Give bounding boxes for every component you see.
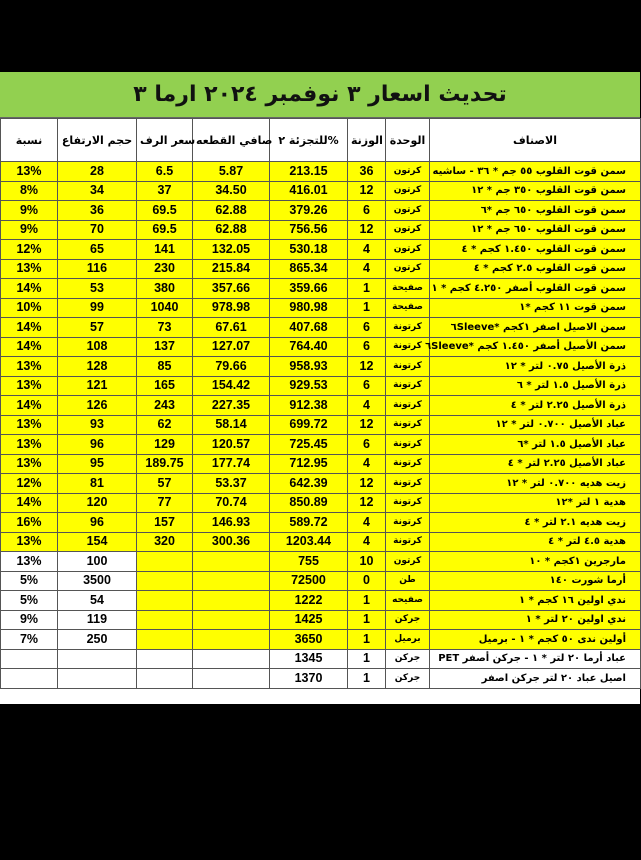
- price-table: [0, 118, 641, 689]
- cell-shelf: [137, 571, 193, 591]
- cell-ratio: 7%: [1, 630, 58, 650]
- cell-net: 34.50: [193, 181, 270, 201]
- cell-net: 62.88: [193, 220, 270, 240]
- cell-shelf: 157: [137, 513, 193, 533]
- cell-shelf: 85: [137, 357, 193, 377]
- cell-weight: 4: [348, 240, 386, 260]
- table-row: [1, 181, 641, 201]
- table-row: [1, 162, 641, 182]
- cell-volume: [58, 669, 137, 689]
- table-row: [1, 220, 641, 240]
- cell-weight: 1: [348, 630, 386, 650]
- cell-weight: 1: [348, 279, 386, 299]
- cell-weight: 1: [348, 591, 386, 611]
- cell-ratio: 5%: [1, 571, 58, 591]
- cell-unit: كرتون: [386, 162, 430, 182]
- cell-net: 53.37: [193, 474, 270, 494]
- cell-weight: 6: [348, 318, 386, 338]
- cell-net: 146.93: [193, 513, 270, 533]
- cell-item: سمن الأصيل أصفر ١.٤٥٠ كجم *٦Sleeve: [430, 337, 641, 357]
- cell-item: ذرة الأصيل ٠.٧٥ لتر * ١٢: [430, 357, 641, 377]
- cell-unit: كرتون: [386, 240, 430, 260]
- cell-retail: 1425: [270, 610, 348, 630]
- cell-retail: 980.98: [270, 298, 348, 318]
- cell-shelf: 129: [137, 435, 193, 455]
- cell-ratio: 13%: [1, 415, 58, 435]
- cell-weight: 1: [348, 610, 386, 630]
- cell-unit: كرتون: [386, 259, 430, 279]
- table-row: [1, 318, 641, 338]
- table-row: [1, 474, 641, 494]
- cell-weight: 10: [348, 552, 386, 572]
- cell-retail: 712.95: [270, 454, 348, 474]
- header-weight: الوزنة: [348, 119, 386, 162]
- cell-retail: 530.18: [270, 240, 348, 260]
- cell-shelf: 69.5: [137, 220, 193, 240]
- cell-ratio: 16%: [1, 513, 58, 533]
- cell-weight: 6: [348, 435, 386, 455]
- cell-net: [193, 649, 270, 669]
- cell-weight: 1: [348, 298, 386, 318]
- table-row: [1, 298, 641, 318]
- cell-retail: 1203.44: [270, 532, 348, 552]
- cell-volume: 96: [58, 435, 137, 455]
- cell-item: سمن قوت القلوب أصفر ٤.٢٥٠ كجم * ١: [430, 279, 641, 299]
- cell-net: 127.07: [193, 337, 270, 357]
- cell-item: ندي اولين ٢٠ لتر * ١: [430, 610, 641, 630]
- cell-volume: 119: [58, 610, 137, 630]
- cell-net: 79.66: [193, 357, 270, 377]
- cell-shelf: 165: [137, 376, 193, 396]
- cell-shelf: 6.5: [137, 162, 193, 182]
- cell-item: عباد الأصيل ٢.٢٥ لتر * ٤: [430, 454, 641, 474]
- table-row: [1, 435, 641, 455]
- cell-net: 120.57: [193, 435, 270, 455]
- table-row: [1, 376, 641, 396]
- cell-retail: 589.72: [270, 513, 348, 533]
- cell-volume: 126: [58, 396, 137, 416]
- cell-volume: 54: [58, 591, 137, 611]
- cell-unit: كرتون: [386, 552, 430, 572]
- cell-net: 227.35: [193, 396, 270, 416]
- cell-shelf: 320: [137, 532, 193, 552]
- cell-ratio: 12%: [1, 474, 58, 494]
- cell-retail: 958.93: [270, 357, 348, 377]
- cell-ratio: 13%: [1, 435, 58, 455]
- cell-ratio: 14%: [1, 279, 58, 299]
- cell-shelf: [137, 669, 193, 689]
- cell-item: اصيل عباد ٢٠ لتر جركن اصفر: [430, 669, 641, 689]
- cell-net: 300.36: [193, 532, 270, 552]
- cell-net: [193, 591, 270, 611]
- cell-net: [193, 552, 270, 572]
- cell-retail: 1222: [270, 591, 348, 611]
- cell-volume: 36: [58, 201, 137, 221]
- cell-unit: جركن: [386, 649, 430, 669]
- cell-item: عباد الأصيل ١.٥ لتر *٦: [430, 435, 641, 455]
- cell-item: أرما شورت ١٤٠: [430, 571, 641, 591]
- cell-retail: 912.38: [270, 396, 348, 416]
- cell-weight: 1: [348, 669, 386, 689]
- cell-item: زيت هديه ٢.١ لتر * ٤: [430, 513, 641, 533]
- cell-volume: 65: [58, 240, 137, 260]
- cell-ratio: 13%: [1, 454, 58, 474]
- cell-weight: 12: [348, 181, 386, 201]
- cell-net: 67.61: [193, 318, 270, 338]
- cell-shelf: 69.5: [137, 201, 193, 221]
- cell-net: 62.88: [193, 201, 270, 221]
- cell-ratio: [1, 649, 58, 669]
- cell-ratio: [1, 669, 58, 689]
- cell-shelf: [137, 649, 193, 669]
- cell-retail: 3650: [270, 630, 348, 650]
- cell-ratio: 13%: [1, 162, 58, 182]
- table-row: [1, 513, 641, 533]
- cell-retail: 213.15: [270, 162, 348, 182]
- cell-unit: صفيحه: [386, 591, 430, 611]
- cell-unit: كرتونة: [386, 474, 430, 494]
- cell-retail: 725.45: [270, 435, 348, 455]
- cell-unit: جركن: [386, 610, 430, 630]
- cell-item: أولين ندى ٥٠ كجم * ١ - برميل: [430, 630, 641, 650]
- cell-shelf: 57: [137, 474, 193, 494]
- table-row: [1, 357, 641, 377]
- cell-ratio: 14%: [1, 337, 58, 357]
- cell-ratio: 13%: [1, 259, 58, 279]
- table-body: [1, 162, 641, 689]
- cell-volume: 34: [58, 181, 137, 201]
- header-unit: الوحدة: [386, 119, 430, 162]
- cell-volume: 128: [58, 357, 137, 377]
- cell-unit: طن: [386, 571, 430, 591]
- cell-volume: 250: [58, 630, 137, 650]
- cell-item: سمن قوت القلوب ١.٤٥٠ كجم * ٤: [430, 240, 641, 260]
- cell-shelf: 230: [137, 259, 193, 279]
- cell-shelf: 77: [137, 493, 193, 513]
- cell-volume: 99: [58, 298, 137, 318]
- table-row: [1, 493, 641, 513]
- cell-item: هدية ١ لتر *١٢: [430, 493, 641, 513]
- cell-volume: 121: [58, 376, 137, 396]
- cell-ratio: 9%: [1, 610, 58, 630]
- cell-unit: كرتونة: [386, 415, 430, 435]
- cell-item: ندي اولين ١٦ كجم * ١: [430, 591, 641, 611]
- table-row: [1, 591, 641, 611]
- cell-item: مارجرين ١كجم * ١٠: [430, 552, 641, 572]
- cell-item: سمن الاصيل اصفر ١كجم *٦Sleeve: [430, 318, 641, 338]
- cell-item: عباد الأصيل ٠.٧٠٠ لتر * ١٢: [430, 415, 641, 435]
- cell-weight: 12: [348, 415, 386, 435]
- cell-item: سمن قوت القلوب ٥٥ جم * ٣٦ - ساشيه: [430, 162, 641, 182]
- cell-retail: 1370: [270, 669, 348, 689]
- cell-item: سمن قوت القلوب ٦٥٠ جم *٦: [430, 201, 641, 221]
- cell-net: 357.66: [193, 279, 270, 299]
- table-row: [1, 552, 641, 572]
- cell-unit: كرتون: [386, 220, 430, 240]
- cell-ratio: 9%: [1, 220, 58, 240]
- cell-ratio: 10%: [1, 298, 58, 318]
- cell-net: 132.05: [193, 240, 270, 260]
- cell-unit: صفيحة: [386, 298, 430, 318]
- cell-unit: كرتونة: [386, 513, 430, 533]
- header-net-piece: صافي القطعه: [193, 119, 270, 162]
- table-row: [1, 571, 641, 591]
- cell-ratio: 9%: [1, 201, 58, 221]
- cell-net: [193, 571, 270, 591]
- cell-unit: جركن: [386, 669, 430, 689]
- cell-retail: 379.26: [270, 201, 348, 221]
- table-row: [1, 532, 641, 552]
- cell-retail: 1345: [270, 649, 348, 669]
- header-volume: حجم الارتفاع: [58, 119, 137, 162]
- cell-net: [193, 669, 270, 689]
- cell-shelf: [137, 630, 193, 650]
- cell-retail: 72500: [270, 571, 348, 591]
- table-row: [1, 454, 641, 474]
- table-row: [1, 259, 641, 279]
- cell-ratio: 14%: [1, 493, 58, 513]
- cell-weight: 6: [348, 201, 386, 221]
- cell-ratio: 14%: [1, 396, 58, 416]
- cell-retail: 407.68: [270, 318, 348, 338]
- cell-volume: 100: [58, 552, 137, 572]
- cell-unit: كرتونة: [386, 376, 430, 396]
- cell-ratio: 13%: [1, 357, 58, 377]
- cell-item: زيت هديه ٠.٧٠٠ لتر * ١٢: [430, 474, 641, 494]
- cell-net: 5.87: [193, 162, 270, 182]
- table-row: [1, 669, 641, 689]
- cell-unit: كرتونة: [386, 337, 430, 357]
- cell-shelf: 380: [137, 279, 193, 299]
- cell-unit: كرتون: [386, 181, 430, 201]
- table-row: [1, 279, 641, 299]
- cell-ratio: 13%: [1, 552, 58, 572]
- cell-volume: 154: [58, 532, 137, 552]
- cell-weight: 4: [348, 396, 386, 416]
- cell-retail: 929.53: [270, 376, 348, 396]
- cell-ratio: 5%: [1, 591, 58, 611]
- cell-ratio: 14%: [1, 318, 58, 338]
- cell-shelf: [137, 591, 193, 611]
- cell-shelf: 243: [137, 396, 193, 416]
- cell-item: سمن قوت ١١ كجم *١: [430, 298, 641, 318]
- cell-weight: 6: [348, 337, 386, 357]
- cell-weight: 4: [348, 532, 386, 552]
- cell-ratio: 13%: [1, 532, 58, 552]
- cell-weight: 12: [348, 474, 386, 494]
- price-sheet: [0, 72, 640, 704]
- cell-unit: برميل: [386, 630, 430, 650]
- table-row: [1, 396, 641, 416]
- table-row: [1, 649, 641, 669]
- cell-shelf: [137, 552, 193, 572]
- cell-net: 154.42: [193, 376, 270, 396]
- cell-retail: 764.40: [270, 337, 348, 357]
- cell-volume: 28: [58, 162, 137, 182]
- cell-item: سمن قوت القلوب ٣٥٠ جم * ١٢: [430, 181, 641, 201]
- cell-unit: كرتونة: [386, 318, 430, 338]
- table-row: [1, 240, 641, 260]
- table-row: [1, 201, 641, 221]
- cell-volume: 116: [58, 259, 137, 279]
- cell-unit: كرتونة: [386, 396, 430, 416]
- cell-net: 978.98: [193, 298, 270, 318]
- cell-shelf: 37: [137, 181, 193, 201]
- header-ratio: نسبة: [1, 119, 58, 162]
- cell-volume: 108: [58, 337, 137, 357]
- cell-retail: 756.56: [270, 220, 348, 240]
- cell-ratio: 12%: [1, 240, 58, 260]
- cell-retail: 699.72: [270, 415, 348, 435]
- table-row: [1, 610, 641, 630]
- cell-volume: 53: [58, 279, 137, 299]
- cell-item: ذرة الأصيل ١.٥ لتر * ٦: [430, 376, 641, 396]
- cell-ratio: 8%: [1, 181, 58, 201]
- cell-retail: 755: [270, 552, 348, 572]
- cell-net: 177.74: [193, 454, 270, 474]
- cell-volume: 120: [58, 493, 137, 513]
- cell-item: سمن قوت القلوب ٦٥٠ جم * ١٢: [430, 220, 641, 240]
- cell-weight: 0: [348, 571, 386, 591]
- table-row: [1, 630, 641, 650]
- cell-net: 58.14: [193, 415, 270, 435]
- cell-volume: [58, 649, 137, 669]
- header-retail: للتجزئة ٢%: [270, 119, 348, 162]
- cell-unit: كرتونة: [386, 435, 430, 455]
- cell-shelf: 1040: [137, 298, 193, 318]
- cell-weight: 4: [348, 513, 386, 533]
- table-row: [1, 415, 641, 435]
- cell-shelf: 62: [137, 415, 193, 435]
- cell-item: عباد أرما ٢٠ لتر * ١ - جركن أصفر PET: [430, 649, 641, 669]
- cell-retail: 850.89: [270, 493, 348, 513]
- cell-weight: 12: [348, 357, 386, 377]
- cell-weight: 12: [348, 493, 386, 513]
- cell-item: هدية ٤.٥ لتر * ٤: [430, 532, 641, 552]
- cell-weight: 4: [348, 454, 386, 474]
- cell-item: سمن قوت القلوب ٢.٥ كجم * ٤: [430, 259, 641, 279]
- cell-weight: 36: [348, 162, 386, 182]
- cell-shelf: [137, 610, 193, 630]
- cell-volume: 81: [58, 474, 137, 494]
- cell-unit: كرتونة: [386, 493, 430, 513]
- cell-shelf: 137: [137, 337, 193, 357]
- cell-shelf: 189.75: [137, 454, 193, 474]
- cell-ratio: 13%: [1, 376, 58, 396]
- cell-weight: 6: [348, 376, 386, 396]
- cell-unit: كرتونة: [386, 454, 430, 474]
- cell-unit: كرتونة: [386, 357, 430, 377]
- cell-weight: 4: [348, 259, 386, 279]
- header-shelf-price: سعر الرف: [137, 119, 193, 162]
- cell-retail: 416.01: [270, 181, 348, 201]
- header-item: الاصناف: [430, 119, 641, 162]
- header-row: [1, 119, 641, 162]
- table-row: [1, 337, 641, 357]
- cell-weight: 12: [348, 220, 386, 240]
- cell-volume: 57: [58, 318, 137, 338]
- cell-unit: صفيحة: [386, 279, 430, 299]
- cell-shelf: 141: [137, 240, 193, 260]
- cell-retail: 359.66: [270, 279, 348, 299]
- cell-volume: 70: [58, 220, 137, 240]
- cell-volume: 95: [58, 454, 137, 474]
- cell-retail: 642.39: [270, 474, 348, 494]
- cell-unit: كرتون: [386, 201, 430, 221]
- cell-unit: كرتونة: [386, 532, 430, 552]
- cell-net: [193, 610, 270, 630]
- cell-net: 70.74: [193, 493, 270, 513]
- cell-net: 215.84: [193, 259, 270, 279]
- cell-shelf: 73: [137, 318, 193, 338]
- cell-volume: 93: [58, 415, 137, 435]
- cell-weight: 1: [348, 649, 386, 669]
- cell-item: ذرة الأصيل ٢.٢٥ لتر * ٤: [430, 396, 641, 416]
- cell-net: [193, 630, 270, 650]
- cell-volume: 96: [58, 513, 137, 533]
- sheet-title: تحديث اسعار ٣ نوفمبر ٢٠٢٤ ارما ٣: [0, 72, 640, 118]
- cell-retail: 865.34: [270, 259, 348, 279]
- cell-volume: 3500: [58, 571, 137, 591]
